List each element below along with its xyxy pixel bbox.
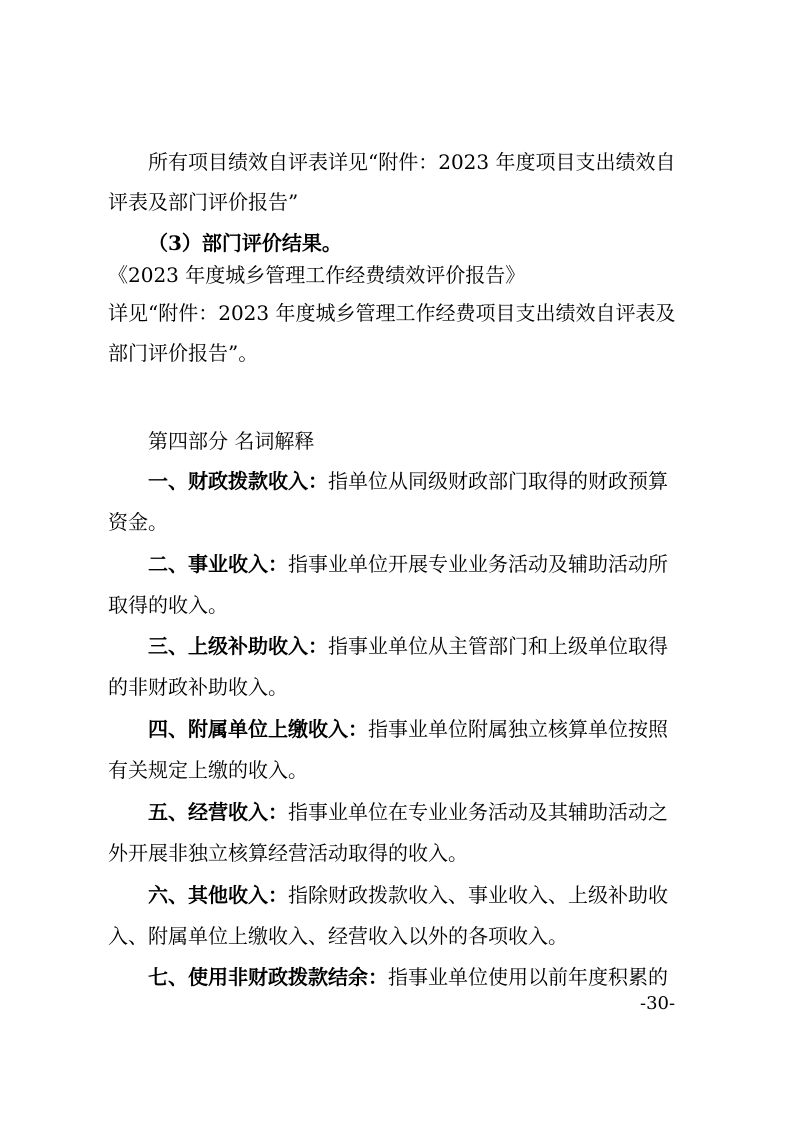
term-line: [148, 467, 668, 495]
term-continuation: 资金。: [108, 510, 168, 534]
term-label: 四、附属单位上缴收入：: [148, 717, 368, 741]
term-label: 一、财政拨款收入：: [148, 469, 328, 493]
term-definition: 指事业单位在专业业务活动及其辅助活动之: [288, 800, 668, 824]
term-label: 二、事业收入：: [148, 552, 288, 576]
term-line: [148, 632, 668, 660]
term-definition: 指事业单位使用以前年度积累的: [388, 965, 668, 989]
page-number: -30-: [640, 993, 676, 1014]
term-continuation: 取得的收入。: [108, 593, 228, 617]
term-continuation: 的非财政补助收入。: [108, 675, 288, 699]
term-definition: 指事业单位开展专业业务活动及辅助活动所: [288, 552, 668, 576]
term-definition: 指事业单位附属独立核算单位按照: [368, 717, 668, 741]
term-line: [148, 881, 668, 909]
term-line: [148, 963, 668, 991]
term-definition: 指事业单位从主管部门和上级单位取得: [328, 634, 668, 658]
term-label: 五、经营收入：: [148, 800, 288, 824]
report-title: 《2023 年度城乡管理工作经费绩效评价报告》: [108, 263, 526, 287]
paragraph-line: 评表及部门评价报告”: [108, 190, 299, 214]
term-continuation: 外开展非独立核算经营活动取得的收入。: [108, 841, 468, 865]
term-label: 六、其他收入：: [148, 883, 288, 907]
paragraph-line: 所有项目绩效自评表详见“附件：2023 年度项目支出绩效自: [148, 150, 676, 174]
term-line: [148, 715, 668, 743]
term-label: 七、使用非财政拨款结余：: [148, 965, 388, 989]
term-label: 三、上级补助收入：: [148, 634, 328, 658]
subheading: （3）部门评价结果。: [148, 231, 342, 255]
term-line: [148, 798, 668, 826]
section-heading: 第四部分 名词解释: [148, 429, 315, 453]
term-definition: 指单位从同级财政部门取得的财政预算: [328, 469, 668, 493]
term-continuation: 入、附属单位上缴收入、经营收入以外的各项收入。: [108, 924, 568, 948]
paragraph-line: 部门评价报告”。: [108, 341, 259, 365]
term-definition: 指除财政拨款收入、事业收入、上级补助收: [288, 883, 668, 907]
term-continuation: 有关规定上缴的收入。: [108, 758, 308, 782]
paragraph-line: 详见“附件：2023 年度城乡管理工作经费项目支出绩效自评表及: [108, 301, 676, 325]
term-line: [148, 550, 668, 578]
